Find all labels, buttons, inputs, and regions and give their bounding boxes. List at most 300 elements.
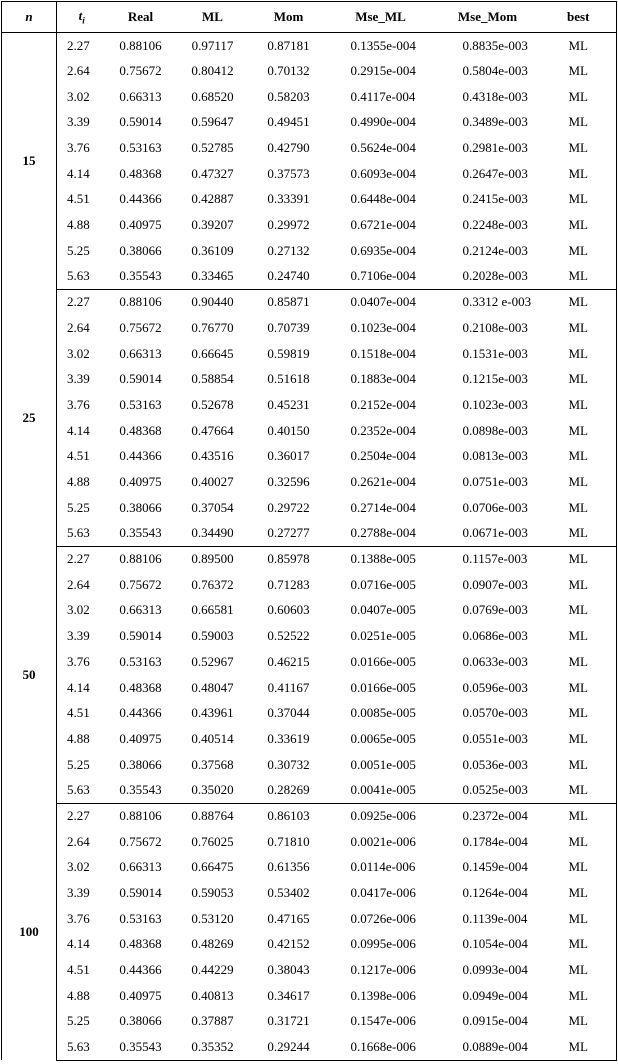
cell-mse-mom: 0.0671e-003 xyxy=(435,521,541,547)
cell-best: ML xyxy=(541,392,617,418)
cell-mse-ml: 0.2621e-004 xyxy=(350,474,416,490)
cell-mom: 0.29722 xyxy=(267,499,310,515)
cell-ti: 3.76 xyxy=(67,653,90,669)
cell-best: ML xyxy=(541,366,617,392)
table-row xyxy=(2,161,617,187)
cell-mse-ml: 0.4117e-004 xyxy=(350,88,416,104)
table-row xyxy=(2,803,617,829)
cell-real: 0.53163 xyxy=(119,653,162,669)
header-mse-mom: Mse_Mom xyxy=(435,2,541,33)
cell-mse-ml: 0.6935e-004 xyxy=(350,242,416,258)
cell-ti: 5.63 xyxy=(57,777,107,803)
cell-ti: 2.64 xyxy=(67,576,90,592)
cell-ti: 3.76 xyxy=(67,910,90,926)
cell-real: 0.53163 xyxy=(119,396,162,412)
cell-mse-ml: 0.6093e-004 xyxy=(350,165,416,181)
cell-real: 0.40975 xyxy=(119,730,162,746)
cell-mse-mom: 0.1157e-003 xyxy=(462,551,528,567)
cell-mse-mom: 0.2647e-003 xyxy=(462,165,528,181)
cell-mse-mom: 0.4318e-003 xyxy=(462,88,528,104)
cell-ml: 0.43516 xyxy=(191,448,234,464)
table-row xyxy=(2,829,617,855)
cell-ti: 5.25 xyxy=(67,499,90,515)
cell-ti: 2.27 xyxy=(67,808,90,824)
cell-ti: 5.25 xyxy=(67,756,90,772)
cell-ti: 3.02 xyxy=(67,602,90,618)
cell-real: 0.88106 xyxy=(119,294,162,310)
cell-mse-ml: 0.2714e-004 xyxy=(350,499,416,515)
cell-mse-mom: 0.3489e-003 xyxy=(462,114,528,130)
cell-best: ML xyxy=(541,33,617,59)
cell-best: ML xyxy=(541,1009,617,1035)
cell-mse-mom: 0.2108e-003 xyxy=(462,319,528,335)
cell-n: 15 xyxy=(2,33,57,290)
cell-mse-mom: 0.0596e-003 xyxy=(462,679,528,695)
cell-mse-mom: 0.0813e-003 xyxy=(462,448,528,464)
table-body xyxy=(2,33,617,1061)
cell-best: ML xyxy=(541,675,617,701)
cell-real: 0.59014 xyxy=(119,885,162,901)
cell-mse-mom: 0.0907e-003 xyxy=(462,576,528,592)
cell-mom: 0.29244 xyxy=(251,1034,327,1060)
cell-ti: 5.63 xyxy=(57,521,107,547)
cell-mom: 0.71283 xyxy=(267,576,310,592)
cell-best: ML xyxy=(541,84,617,110)
cell-mom: 0.37044 xyxy=(267,705,310,721)
table-row xyxy=(2,110,617,136)
table-row xyxy=(2,33,617,59)
cell-mom: 0.45231 xyxy=(267,396,310,412)
cell-mse-ml: 0.0041e-005 xyxy=(327,777,435,803)
cell-real: 0.38066 xyxy=(119,1013,162,1029)
table-header xyxy=(2,2,617,33)
table-row xyxy=(2,1009,617,1035)
cell-best: ML xyxy=(541,546,617,572)
header-real: Real xyxy=(107,2,175,33)
cell-best: ML xyxy=(541,1034,617,1060)
cell-mse-ml: 0.7106e-004 xyxy=(327,264,435,290)
header-best: best xyxy=(541,2,617,33)
cell-mom: 0.49451 xyxy=(267,114,310,130)
cell-mse-mom: 0.2372e-004 xyxy=(462,808,528,824)
cell-mse-ml: 0.0407e-005 xyxy=(350,602,416,618)
cell-real: 0.40975 xyxy=(119,474,162,490)
table-row xyxy=(2,469,617,495)
cell-mse-ml: 0.1398e-006 xyxy=(350,987,416,1003)
header-ti xyxy=(57,2,107,33)
cell-ti: 5.63 xyxy=(57,264,107,290)
cell-ti: 3.02 xyxy=(67,859,90,875)
cell-mse-mom: 0.2981e-003 xyxy=(462,140,528,156)
cell-ti: 4.14 xyxy=(67,165,90,181)
table-row xyxy=(2,855,617,881)
cell-mom: 0.46215 xyxy=(267,653,310,669)
cell-mse-mom: 0.1139e-004 xyxy=(462,910,528,926)
table-row xyxy=(2,366,617,392)
cell-mse-ml: 0.2788e-004 xyxy=(327,521,435,547)
header-mom: Mom xyxy=(251,2,327,33)
cell-real: 0.40975 xyxy=(119,987,162,1003)
cell-best: ML xyxy=(541,187,617,213)
cell-real: 0.88106 xyxy=(119,37,162,53)
cell-mom: 0.33391 xyxy=(267,191,310,207)
cell-ti: 5.25 xyxy=(67,242,90,258)
cell-real: 0.48368 xyxy=(119,165,162,181)
cell-ti: 2.27 xyxy=(67,551,90,567)
cell-real: 0.75672 xyxy=(119,319,162,335)
cell-mse-mom: 0.1215e-003 xyxy=(462,371,528,387)
table-row xyxy=(2,135,617,161)
header-row xyxy=(2,2,617,33)
cell-ml: 0.43961 xyxy=(191,705,234,721)
cell-mom: 0.24740 xyxy=(251,264,327,290)
cell-mom: 0.42152 xyxy=(267,936,310,952)
cell-mom: 0.52522 xyxy=(267,628,310,644)
cell-ml: 0.58854 xyxy=(191,371,234,387)
cell-best: ML xyxy=(541,264,617,290)
cell-mse-ml: 0.2352e-004 xyxy=(350,422,416,438)
cell-real: 0.48368 xyxy=(119,936,162,952)
cell-ml: 0.34490 xyxy=(175,521,251,547)
table-row xyxy=(2,675,617,701)
cell-ml: 0.48047 xyxy=(191,679,234,695)
cell-ti: 2.27 xyxy=(67,294,90,310)
cell-best: ML xyxy=(541,58,617,84)
table-row xyxy=(2,1034,617,1060)
cell-real: 0.35543 xyxy=(107,777,175,803)
header-mse-ml: Mse_ML xyxy=(327,2,435,33)
cell-best: ML xyxy=(541,238,617,264)
cell-ml: 0.42887 xyxy=(191,191,234,207)
cell-mom: 0.37573 xyxy=(267,165,310,181)
cell-mse-ml: 0.0021e-006 xyxy=(350,833,416,849)
cell-mse-ml: 0.2915e-004 xyxy=(350,63,416,79)
cell-mse-mom: 0.3312 e-003 xyxy=(462,294,532,310)
table-row xyxy=(2,623,617,649)
cell-ml: 0.48269 xyxy=(191,936,234,952)
table-row xyxy=(2,58,617,84)
cell-real: 0.40975 xyxy=(119,217,162,233)
table-row xyxy=(2,341,617,367)
cell-real: 0.44366 xyxy=(119,962,162,978)
cell-mse-ml: 0.0251e-005 xyxy=(350,628,416,644)
cell-ti: 4.88 xyxy=(67,987,90,1003)
cell-n: 50 xyxy=(2,546,57,803)
results-table xyxy=(1,1,617,1061)
cell-mse-ml: 0.1355e-004 xyxy=(350,37,416,53)
cell-mom: 0.42790 xyxy=(267,140,310,156)
cell-ti: 4.88 xyxy=(67,217,90,233)
table-row xyxy=(2,84,617,110)
table-row xyxy=(2,572,617,598)
cell-mse-mom: 0.0993e-004 xyxy=(462,962,528,978)
cell-best: ML xyxy=(541,932,617,958)
cell-mse-ml: 0.0065e-005 xyxy=(350,730,416,746)
cell-mse-mom: 0.0525e-003 xyxy=(435,777,541,803)
cell-ml: 0.37054 xyxy=(191,499,234,515)
table-row xyxy=(2,444,617,470)
cell-ml: 0.80412 xyxy=(191,63,234,79)
cell-ml: 0.97117 xyxy=(191,37,234,53)
cell-n: 100 xyxy=(2,803,57,1060)
cell-best: ML xyxy=(541,803,617,829)
cell-mom: 0.38043 xyxy=(267,962,310,978)
cell-real: 0.88106 xyxy=(119,808,162,824)
cell-mse-mom: 0.2124e-003 xyxy=(462,242,528,258)
table-row xyxy=(2,238,617,264)
table-row xyxy=(2,495,617,521)
cell-mom: 0.40150 xyxy=(267,422,310,438)
cell-mom: 0.47165 xyxy=(267,910,310,926)
table-row xyxy=(2,187,617,213)
table-row xyxy=(2,289,617,315)
cell-mse-mom: 0.1023e-003 xyxy=(462,396,528,412)
cell-ti: 2.64 xyxy=(67,63,90,79)
cell-best: ML xyxy=(541,700,617,726)
cell-ml: 0.59647 xyxy=(191,114,234,130)
cell-ml: 0.47664 xyxy=(191,422,234,438)
cell-mse-mom: 0.0915e-004 xyxy=(462,1013,528,1029)
cell-real: 0.38066 xyxy=(119,242,162,258)
cell-real: 0.35543 xyxy=(107,521,175,547)
cell-mse-mom: 0.1531e-003 xyxy=(462,345,528,361)
cell-mom: 0.27132 xyxy=(267,242,310,258)
cell-mse-ml: 0.1023e-004 xyxy=(350,319,416,335)
cell-mom: 0.51618 xyxy=(267,371,310,387)
cell-mse-ml: 0.1217e-006 xyxy=(350,962,416,978)
cell-best: ML xyxy=(541,572,617,598)
cell-ti: 2.64 xyxy=(67,833,90,849)
cell-real: 0.44366 xyxy=(119,448,162,464)
cell-ml: 0.36109 xyxy=(191,242,234,258)
cell-mse-ml: 0.1668e-006 xyxy=(327,1034,435,1060)
cell-ml: 0.88764 xyxy=(191,808,234,824)
cell-mse-ml: 0.0716e-005 xyxy=(350,576,416,592)
cell-best: ML xyxy=(541,418,617,444)
cell-ti: 4.88 xyxy=(67,730,90,746)
cell-real: 0.88106 xyxy=(119,551,162,567)
cell-ml: 0.59003 xyxy=(191,628,234,644)
cell-mom: 0.70132 xyxy=(267,63,310,79)
cell-best: ML xyxy=(541,957,617,983)
table-row xyxy=(2,315,617,341)
cell-ml: 0.59053 xyxy=(191,885,234,901)
cell-mse-ml: 0.0417e-006 xyxy=(350,885,416,901)
table-row xyxy=(2,957,617,983)
cell-ml: 0.33465 xyxy=(175,264,251,290)
cell-mse-mom: 0.0949e-004 xyxy=(462,987,528,1003)
cell-mom: 0.70739 xyxy=(267,319,310,335)
cell-ml: 0.76372 xyxy=(191,576,234,592)
cell-mse-ml: 0.6721e-004 xyxy=(350,217,416,233)
cell-mse-ml: 0.0995e-006 xyxy=(350,936,416,952)
cell-best: ML xyxy=(541,906,617,932)
cell-mom: 0.60603 xyxy=(267,602,310,618)
cell-mse-ml: 0.0166e-005 xyxy=(350,653,416,669)
cell-mse-mom: 0.0570e-003 xyxy=(462,705,528,721)
cell-ml: 0.39207 xyxy=(191,217,234,233)
cell-ti: 3.39 xyxy=(67,628,90,644)
cell-ml: 0.66475 xyxy=(191,859,234,875)
cell-real: 0.66313 xyxy=(119,88,162,104)
cell-ml: 0.66645 xyxy=(191,345,234,361)
cell-mse-mom: 0.0686e-003 xyxy=(462,628,528,644)
cell-mse-ml: 0.2504e-004 xyxy=(350,448,416,464)
cell-real: 0.75672 xyxy=(119,833,162,849)
cell-mse-mom: 0.0551e-003 xyxy=(462,730,528,746)
cell-real: 0.44366 xyxy=(119,705,162,721)
cell-ml: 0.37887 xyxy=(191,1013,234,1029)
cell-ti: 3.39 xyxy=(67,371,90,387)
cell-ti: 4.14 xyxy=(67,422,90,438)
cell-mse-mom: 0.1459e-004 xyxy=(462,859,528,875)
cell-best: ML xyxy=(541,444,617,470)
cell-best: ML xyxy=(541,649,617,675)
cell-ml: 0.37568 xyxy=(191,756,234,772)
cell-ti: 3.39 xyxy=(67,114,90,130)
cell-best: ML xyxy=(541,469,617,495)
cell-mse-ml: 0.0726e-006 xyxy=(350,910,416,926)
cell-mse-mom: 0.0889e-004 xyxy=(435,1034,541,1060)
table-row xyxy=(2,906,617,932)
cell-mom: 0.30732 xyxy=(267,756,310,772)
cell-mse-ml: 0.0407e-004 xyxy=(350,294,416,310)
cell-mom: 0.29972 xyxy=(267,217,310,233)
cell-real: 0.66313 xyxy=(119,345,162,361)
cell-mse-mom: 0.0706e-003 xyxy=(462,499,528,515)
cell-mse-mom: 0.0633e-003 xyxy=(462,653,528,669)
cell-mom: 0.28269 xyxy=(251,777,327,803)
cell-mom: 0.33619 xyxy=(267,730,310,746)
cell-real: 0.38066 xyxy=(119,499,162,515)
cell-best: ML xyxy=(541,726,617,752)
cell-mom: 0.85871 xyxy=(267,294,310,310)
table-row xyxy=(2,546,617,572)
cell-ml: 0.40514 xyxy=(191,730,234,746)
cell-ti: 4.88 xyxy=(67,474,90,490)
cell-ti: 4.51 xyxy=(67,191,90,207)
cell-best: ML xyxy=(541,598,617,624)
table-row xyxy=(2,880,617,906)
cell-ml: 0.40813 xyxy=(191,987,234,1003)
cell-ml: 0.66581 xyxy=(191,602,234,618)
cell-mse-mom: 0.2248e-003 xyxy=(462,217,528,233)
table-row xyxy=(2,932,617,958)
cell-mse-mom: 0.5804e-003 xyxy=(462,63,528,79)
cell-real: 0.59014 xyxy=(119,114,162,130)
cell-mom: 0.85978 xyxy=(267,551,310,567)
cell-best: ML xyxy=(541,289,617,315)
table-row xyxy=(2,392,617,418)
table-row xyxy=(2,649,617,675)
cell-mse-mom: 0.0769e-003 xyxy=(462,602,528,618)
header-ti-sub: i xyxy=(82,15,85,26)
cell-mse-ml: 0.6448e-004 xyxy=(350,191,416,207)
cell-real: 0.53163 xyxy=(119,140,162,156)
cell-mse-ml: 0.0114e-006 xyxy=(350,859,416,875)
cell-ml: 0.47327 xyxy=(191,165,234,181)
cell-n: 25 xyxy=(2,289,57,546)
cell-mse-mom: 0.0751e-003 xyxy=(462,474,528,490)
cell-ml: 0.53120 xyxy=(191,910,234,926)
cell-mom: 0.34617 xyxy=(267,987,310,1003)
cell-ml: 0.90440 xyxy=(191,294,234,310)
cell-real: 0.38066 xyxy=(119,756,162,772)
cell-mom: 0.59819 xyxy=(267,345,310,361)
cell-ti: 2.27 xyxy=(67,37,90,53)
cell-mse-ml: 0.1547e-006 xyxy=(350,1013,416,1029)
cell-real: 0.66313 xyxy=(119,859,162,875)
table-row xyxy=(2,598,617,624)
cell-mom: 0.87181 xyxy=(267,37,310,53)
cell-ti: 3.76 xyxy=(67,140,90,156)
cell-mse-mom: 0.8835e-003 xyxy=(462,37,528,53)
cell-mse-mom: 0.1784e-004 xyxy=(462,833,528,849)
cell-real: 0.35543 xyxy=(107,264,175,290)
cell-ti: 2.64 xyxy=(67,319,90,335)
cell-ti: 3.76 xyxy=(67,396,90,412)
header-ml: ML xyxy=(175,2,251,33)
cell-mse-mom: 0.1264e-004 xyxy=(462,885,528,901)
cell-best: ML xyxy=(541,495,617,521)
cell-real: 0.53163 xyxy=(119,910,162,926)
cell-real: 0.59014 xyxy=(119,628,162,644)
cell-mse-mom: 0.0898e-003 xyxy=(462,422,528,438)
cell-mse-ml: 0.5624e-004 xyxy=(350,140,416,156)
cell-best: ML xyxy=(541,521,617,547)
cell-best: ML xyxy=(541,777,617,803)
cell-real: 0.75672 xyxy=(119,576,162,592)
table-row xyxy=(2,418,617,444)
cell-ml: 0.52785 xyxy=(191,140,234,156)
cell-ml: 0.52678 xyxy=(191,396,234,412)
cell-best: ML xyxy=(541,752,617,778)
table-row xyxy=(2,700,617,726)
cell-ti: 5.63 xyxy=(57,1034,107,1060)
cell-ti: 3.39 xyxy=(67,885,90,901)
table-row xyxy=(2,212,617,238)
cell-mse-ml: 0.2152e-004 xyxy=(350,396,416,412)
cell-best: ML xyxy=(541,110,617,136)
table-row xyxy=(2,777,617,803)
cell-mom: 0.32596 xyxy=(267,474,310,490)
cell-mom: 0.86103 xyxy=(267,808,310,824)
cell-ti: 3.02 xyxy=(67,345,90,361)
cell-ti: 4.14 xyxy=(67,936,90,952)
cell-real: 0.59014 xyxy=(119,371,162,387)
cell-mse-ml: 0.0051e-005 xyxy=(350,756,416,772)
cell-real: 0.35543 xyxy=(107,1034,175,1060)
table-row xyxy=(2,726,617,752)
cell-best: ML xyxy=(541,983,617,1009)
cell-best: ML xyxy=(541,161,617,187)
cell-real: 0.75672 xyxy=(119,63,162,79)
table-row xyxy=(2,521,617,547)
cell-best: ML xyxy=(541,623,617,649)
cell-mse-ml: 0.4990e-004 xyxy=(350,114,416,130)
cell-mse-ml: 0.0166e-005 xyxy=(350,679,416,695)
cell-real: 0.48368 xyxy=(119,422,162,438)
cell-mse-mom: 0.2415e-003 xyxy=(462,191,528,207)
cell-ml: 0.40027 xyxy=(191,474,234,490)
cell-mom: 0.53402 xyxy=(267,885,310,901)
cell-best: ML xyxy=(541,855,617,881)
cell-ml: 0.76770 xyxy=(191,319,234,335)
cell-best: ML xyxy=(541,341,617,367)
cell-mom: 0.58203 xyxy=(267,88,310,104)
cell-mom: 0.71810 xyxy=(267,833,310,849)
cell-mse-mom: 0.2028e-003 xyxy=(435,264,541,290)
